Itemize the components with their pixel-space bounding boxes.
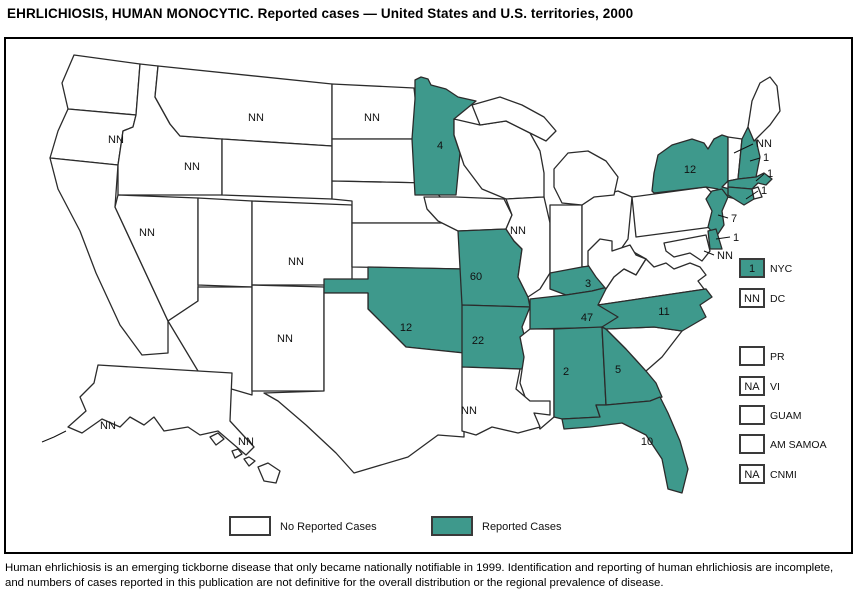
alaska-aleutians bbox=[42, 431, 66, 442]
nyc-box-label: NYC bbox=[770, 263, 793, 275]
state-value-label: NN bbox=[100, 420, 116, 432]
map-frame bbox=[4, 37, 853, 554]
legend-no-cases-swatch bbox=[230, 517, 270, 535]
state-maryland bbox=[664, 235, 710, 261]
state-value-label: 4 bbox=[436, 140, 444, 152]
legend bbox=[230, 517, 562, 535]
state-value-label: NN bbox=[364, 112, 380, 124]
state-value-label: 3 bbox=[584, 278, 592, 290]
state-montana bbox=[155, 66, 332, 146]
state-maine bbox=[748, 77, 780, 141]
guam-box bbox=[740, 406, 764, 424]
state-value-label: 12 bbox=[683, 164, 697, 176]
state-utah bbox=[198, 198, 252, 287]
state-value-label: 60 bbox=[469, 271, 483, 283]
state-pennsylvania bbox=[632, 187, 718, 237]
guam-box-label: GUAM bbox=[770, 410, 802, 422]
state-value-label: 10 bbox=[640, 436, 654, 448]
state-colorado bbox=[252, 201, 352, 285]
am-samoa-box-label: AM SAMOA bbox=[770, 439, 827, 451]
state-washington bbox=[62, 55, 140, 115]
nyc-box-value: 1 bbox=[748, 263, 756, 275]
state-value-label: 1 bbox=[767, 168, 774, 180]
state-kansas bbox=[352, 223, 466, 269]
dc-box-label: DC bbox=[770, 293, 786, 305]
cnmi-box-label: CNMI bbox=[770, 469, 797, 481]
state-alaska bbox=[68, 365, 254, 455]
vi-box-label: VI bbox=[770, 381, 780, 393]
legend-no-cases-label: No Reported Cases bbox=[280, 521, 377, 533]
page-title: EHRLICHIOSIS, HUMAN MONOCYTIC. Reported cases — United States and U.S. territories, 2000 bbox=[7, 6, 634, 21]
state-wyoming bbox=[222, 139, 332, 199]
hawaii-island bbox=[244, 457, 255, 466]
state-value-label: 22 bbox=[471, 335, 485, 347]
legend-cases-swatch bbox=[432, 517, 472, 535]
state-value-label: NN bbox=[756, 138, 772, 150]
state-value-label: NN bbox=[277, 333, 293, 345]
us-territories-map bbox=[6, 39, 851, 552]
state-value-label: NN bbox=[717, 250, 733, 262]
hawaii-island bbox=[258, 463, 280, 483]
state-value-label: NN bbox=[288, 256, 304, 268]
state-value-label: NN bbox=[461, 405, 477, 417]
states-layer bbox=[42, 55, 780, 493]
cnmi-box-value: NA bbox=[744, 469, 760, 481]
footnote: Human ehrlichiosis is an emerging tickborne disease that only became nationally notifiable in 1999. Identification and reporting of human ehrlichiosis are incomplete, and numbers of cases reported in this publication are not definitive for the overall distribution or the regional prevalence of disease. bbox=[5, 562, 834, 589]
state-value-label: NN bbox=[510, 225, 526, 237]
dc-box-value: NN bbox=[744, 293, 760, 305]
state-value-label: 2 bbox=[562, 366, 570, 378]
state-value-label: NN bbox=[139, 227, 155, 239]
pr-box-label: PR bbox=[770, 351, 785, 363]
pr-box bbox=[740, 347, 764, 365]
state-value-label: 7 bbox=[731, 213, 738, 225]
state-value-label: NN bbox=[238, 436, 254, 448]
state-value-label: NN bbox=[108, 134, 124, 146]
state-value-label: 1 bbox=[763, 152, 770, 164]
legend-cases-label: Reported Cases bbox=[482, 521, 562, 533]
am-samoa-box bbox=[740, 435, 764, 453]
state-value-label: NN bbox=[184, 161, 200, 173]
state-value-label: 1 bbox=[733, 232, 740, 244]
state-value-label: 1 bbox=[761, 185, 768, 197]
vi-box-value: NA bbox=[744, 381, 760, 393]
territory-boxes bbox=[740, 259, 827, 483]
state-value-label: 12 bbox=[399, 322, 413, 334]
state-value-label: 5 bbox=[614, 364, 622, 376]
state-value-label: NN bbox=[248, 112, 264, 124]
state-value-label: 11 bbox=[658, 306, 670, 318]
state-value-label: 47 bbox=[580, 312, 594, 324]
